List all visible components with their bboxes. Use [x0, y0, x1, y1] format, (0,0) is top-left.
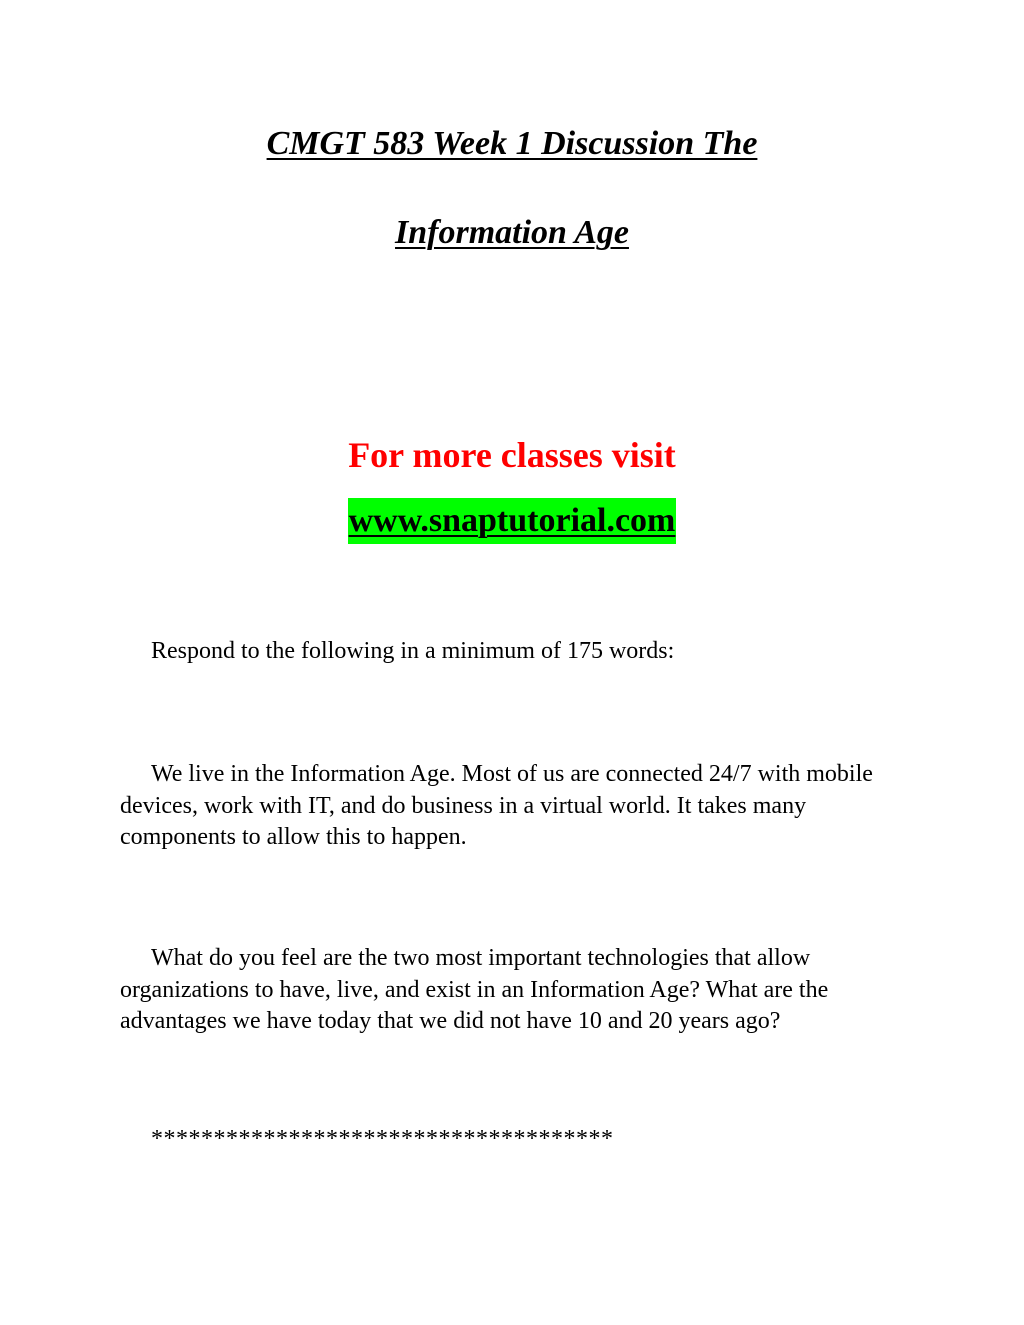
page-title-line-2 [0, 213, 1024, 253]
body-paragraph-1 [120, 759, 920, 854]
page-title-text-2: Information Age [395, 214, 629, 251]
body-paragraph-2-text: What do you feel are the two most important technologies that allow organizations to have, live, and exist in an Information Age? What are the advantages we have today that we did not have 10 and 20 years ago? [120, 945, 829, 1034]
body-paragraph-1-text: We live in the Information Age. Most of us are connected 24/7 with mobile devices, work with IT, and do business in a virtual world. It takes many components to allow this to happen. [120, 761, 873, 850]
page-title-line-1 [0, 124, 1024, 164]
instruction-text: Respond to the following in a minimum of 175 words: [151, 638, 675, 664]
page-title-text-1: CMGT 583 Week 1 Discussion The [266, 125, 758, 162]
body-paragraph-2 [120, 943, 920, 1038]
separator-line [120, 1124, 920, 1156]
promo-link-container [0, 498, 1024, 544]
promo-link[interactable]: www.snaptutorial.com [348, 498, 677, 544]
promo-text: For more classes visit [348, 435, 676, 475]
separator-text: ************************************* [151, 1126, 614, 1152]
instruction-paragraph [120, 636, 920, 668]
